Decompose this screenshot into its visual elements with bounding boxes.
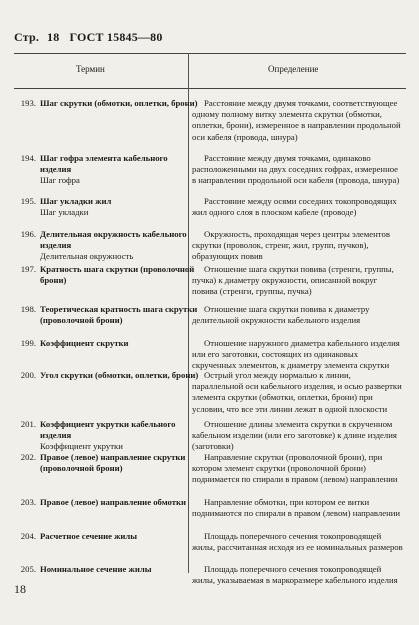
definition-text: Отношение шага скрутки повива (стренги, группы, пучка) к диаметру окружности, описанной вокруг повива (стренги, группы, пучка)	[192, 264, 394, 297]
term-text	[40, 304, 200, 326]
definition-text: Площадь поперечного сечения токопроводящей жилы, рассчитанная исходя из ее номинальных размеров	[192, 531, 403, 553]
term-main: Шаг гофра элемента кабельного изделия	[40, 153, 168, 175]
term-text	[40, 419, 200, 453]
entry-number: 202.	[20, 452, 36, 462]
table-header-rule	[14, 88, 406, 89]
term-alt: Делительная окружность	[40, 251, 134, 262]
term-text	[40, 497, 200, 508]
term-text	[40, 564, 200, 575]
term-main: Делительная окружность кабельного изделия	[40, 229, 187, 251]
definition-text: Расстояние между осями соседних токопроводящих жил одного слоя в плоском кабеле (проводе)	[192, 196, 397, 218]
definition-text: Отношение длины элемента скрутки в скрученном кабельном изделии (или его заготовке) к длине изделия (заготовки)	[192, 419, 397, 452]
term-main: Кратность шага скрутки (проволочной брони)	[40, 264, 195, 286]
entry-number: 196.	[20, 229, 36, 239]
entry-number: 197.	[20, 264, 36, 274]
definition-text: Направление скрутки (проволочной брони), при котором элемент скрутки (проволочной брони) поднимается по спирали в правом (левом) направлении	[192, 452, 398, 485]
entry-number: 204.	[20, 531, 36, 541]
term-alt: Шаг укладки	[40, 207, 89, 218]
column-header-definition: Определение	[268, 64, 319, 74]
term-main: Шаг скрутки (обмотки, оплетки, брони)	[40, 98, 198, 108]
term-text	[40, 264, 200, 286]
term-text	[40, 370, 200, 381]
entry-number: 201.	[20, 419, 36, 429]
term-main: Коэффициент укрутки кабельного изделия	[40, 419, 176, 441]
entry-number: 205.	[20, 564, 36, 574]
term-main: Расчетное сечение жилы	[40, 531, 138, 541]
definition-text: Острый угол между нормалью к линии, параллельной оси кабельного изделия, и осью развертки элемента скрутки (обмотки, оплетки, брони) при условии, что все эти линии лежат в одной плоскости	[192, 370, 402, 414]
entry-number: 199.	[20, 338, 36, 348]
page-number-bottom: 18	[14, 582, 26, 596]
entry-number: 193.	[20, 98, 36, 108]
term-text	[40, 452, 200, 474]
standard-code: ГОСТ 15845—80	[69, 30, 163, 44]
definition-text: Расстояние между двумя точками, соответствующее одному полному витку элемента скрутки (обмотки, оплетки, брони), измеренное в направлении продольной оси кабеля (провода, шнура)	[192, 98, 401, 142]
term-text	[40, 338, 200, 349]
term-main: Правое (левое) направление обмотки	[40, 497, 187, 507]
definition-text: Площадь поперечного сечения токопроводящей жилы, указываемая в маркоразмере кабельного изделия	[192, 564, 398, 586]
term-text	[40, 229, 200, 263]
column-header-term: Термин	[76, 64, 105, 74]
term-text	[40, 531, 200, 542]
term-main: Теоретическая кратность шага скрутки (проволочной брони)	[40, 304, 198, 326]
entry-number: 203.	[20, 497, 36, 507]
term-text	[40, 153, 200, 187]
definition-text: Расстояние между двумя точками, одинаково расположенными на двух соседних гофрах, измеренное в направлении продольной оси кабеля (провода, шнура)	[192, 153, 400, 186]
term-main: Шаг укладки жил	[40, 196, 112, 206]
term-text	[40, 196, 200, 218]
entry-number: 194.	[20, 153, 36, 163]
table-top-rule	[14, 53, 406, 54]
definition-text: Отношение шага скрутки повива к диаметру делительной окружности кабельного изделия	[192, 304, 370, 326]
term-main: Номинальное сечение жилы	[40, 564, 152, 574]
entry-number: 200.	[20, 370, 36, 380]
term-main: Правое (левое) направление скрутки (проволочной брони)	[40, 452, 186, 474]
term-alt: Шаг гофра	[40, 175, 80, 186]
definition-text: Окружность, проходящая через центры элементов скрутки (проволок, стренг, жил, групп, пучков), образующих повив	[192, 229, 390, 262]
term-main: Угол скрутки (обмотки, оплетки, брони)	[40, 370, 199, 380]
term-main: Коэффициент скрутки	[40, 338, 129, 348]
definition-text: Направление обмотки, при котором ее витки поднимаются по спирали в правом (левом) направлении	[192, 497, 401, 519]
entry-number: 198.	[20, 304, 36, 314]
page-header	[14, 30, 163, 45]
definition-text: Отношение наружного диаметра кабельного изделия или его заготовки, состоящих из одинаковых скрученных элементов, к диаметру элемента скрутки	[192, 338, 400, 371]
term-text	[40, 98, 200, 109]
term-alt: Коэффициент укрутки	[40, 441, 123, 452]
page-prefix: Стр.	[14, 30, 40, 44]
page-number-top: 18	[47, 30, 60, 44]
entry-number: 195.	[20, 196, 36, 206]
